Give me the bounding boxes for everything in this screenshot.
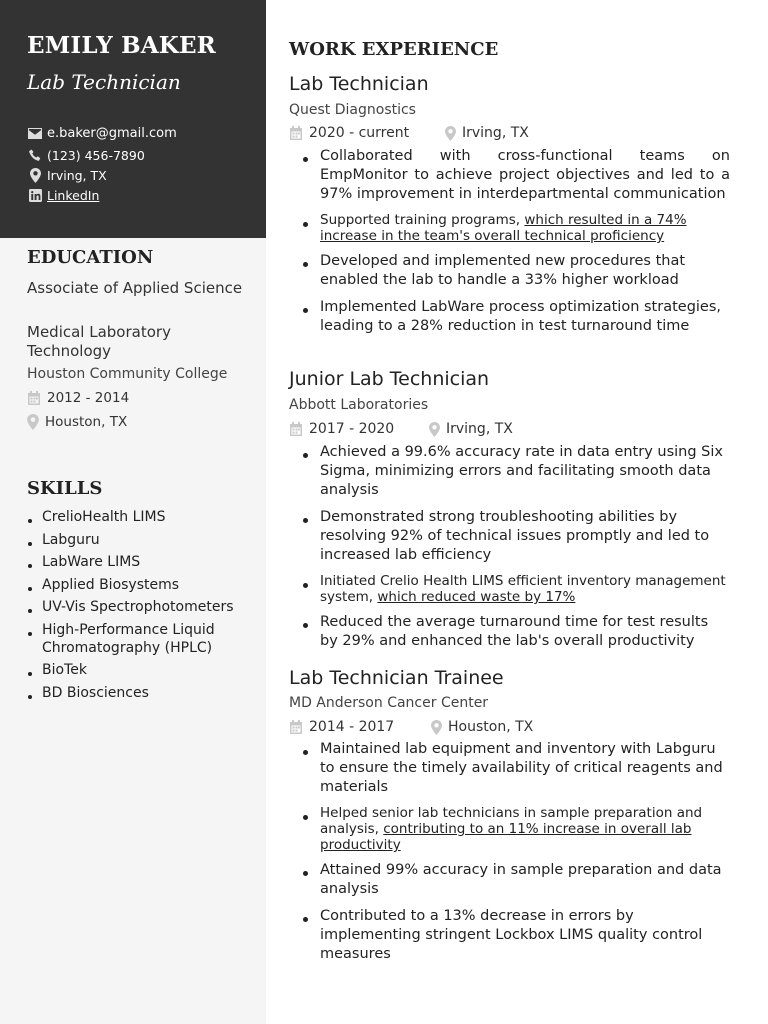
job-bullet: Demonstrated strong troubleshooting abilities by resolving 92% of technical issues promptly and led to increased lab efficiency [300,508,730,565]
job-bullet: Helped senior lab technicians in sample preparation and analysis, contributing to an 11% increase in overall lab productivity [300,805,730,853]
job-dates: 2017 - 2020 [309,421,395,437]
job-company: Abbott Laboratories [289,397,429,413]
job-meta [289,719,533,735]
header-box [0,0,266,238]
education-location-text: Houston, TX [45,414,128,430]
education-degree: Associate of Applied Science [27,279,243,297]
job-location: Irving, TX [446,421,513,437]
phone-text: (123) 456-7890 [47,147,145,163]
job-meta [289,125,529,141]
linkedin-link[interactable]: LinkedIn [47,187,100,203]
education-dates [27,390,129,406]
map-pin-icon [431,720,442,735]
job-bullet: Contributed to a 13% decrease in errors by implementing stringent Lockbox LIMS quality control measures [300,907,730,964]
job-bullet: Achieved a 99.6% accuracy rate in data entry using Six Sigma, minimizing errors and facilitating smooth data analysis [300,443,730,500]
job-bullet: Implemented LabWare process optimization strategies, leading to a 28% reduction in test turnaround time [300,298,730,336]
map-pin-icon [27,167,43,183]
job-bullets [300,740,730,972]
education-heading: EDUCATION [27,247,154,268]
job-bullets [300,147,730,344]
skills-heading: SKILLS [27,478,103,499]
job-dates: 2020 - current [309,125,410,141]
skill-item: UV-Vis Spectrophotometers [27,598,257,616]
calendar-icon [27,391,41,405]
skill-item: Applied Biosystems [27,576,257,594]
experience-heading: WORK EXPERIENCE [289,39,499,60]
job-bullets [300,443,730,659]
contact-phone[interactable] [27,147,145,163]
contact-email[interactable] [27,125,177,141]
linkedin-icon [27,187,43,203]
envelope-icon [27,125,43,141]
job-title: Lab Technician Trainee [289,667,504,689]
skill-item: LabWare LIMS [27,553,257,571]
skill-item: BD Biosciences [27,684,257,702]
job-dates: 2014 - 2017 [309,719,395,735]
job-bullet: Developed and implemented new procedures that enabled the lab to handle a 33% higher workload [300,252,730,290]
contact-linkedin[interactable] [27,187,99,203]
job-bullet: Initiated Crelio Health LIMS efficient inventory management system, which reduced waste by 17% [300,573,730,605]
skill-item: BioTek [27,661,257,679]
job-bullet: Maintained lab equipment and inventory with Labguru to ensure the timely availability of critical reagents and materials [300,740,730,797]
skill-item: CrelioHealth LIMS [27,508,257,526]
job-bullet: Reduced the average turnaround time for test results by 29% and enhanced the lab's overall productivity [300,613,730,651]
calendar-icon [289,126,303,140]
map-pin-icon [27,414,39,430]
location-text: Irving, TX [47,167,107,183]
skill-item: High-Performance Liquid Chromatography (HPLC) [27,621,257,657]
person-name: EMILY BAKER [27,32,216,59]
person-title: Lab Technician [27,70,181,94]
calendar-icon [289,720,303,734]
skills-list [27,508,257,706]
education-field: Medical Laboratory Technology [27,323,171,360]
skill-item: Labguru [27,531,257,549]
job-location: Irving, TX [462,125,529,141]
education-dates-text: 2012 - 2014 [47,390,130,406]
job-title: Lab Technician [289,73,429,95]
job-company: Quest Diagnostics [289,102,416,118]
job-location: Houston, TX [448,719,534,735]
job-bullet: Collaborated with cross-functional teams on EmpMonitor to achieve project objectives and led to a 97% improvement in interdepartmental communication [300,147,730,204]
phone-icon [27,147,43,163]
map-pin-icon [429,422,440,437]
education-location [27,414,127,430]
job-bullet: Attained 99% accuracy in sample preparation and data analysis [300,861,730,899]
map-pin-icon [445,126,456,141]
contact-location [27,167,107,183]
calendar-icon [289,422,303,436]
job-company: MD Anderson Cancer Center [289,695,489,711]
job-title: Junior Lab Technician [289,368,490,390]
job-bullet: Supported training programs, which resulted in a 74% increase in the team's overall technical proficiency [300,212,730,244]
education-school: Houston Community College [27,366,228,382]
email-text: e.baker@gmail.com [47,125,177,141]
job-meta [289,421,513,437]
